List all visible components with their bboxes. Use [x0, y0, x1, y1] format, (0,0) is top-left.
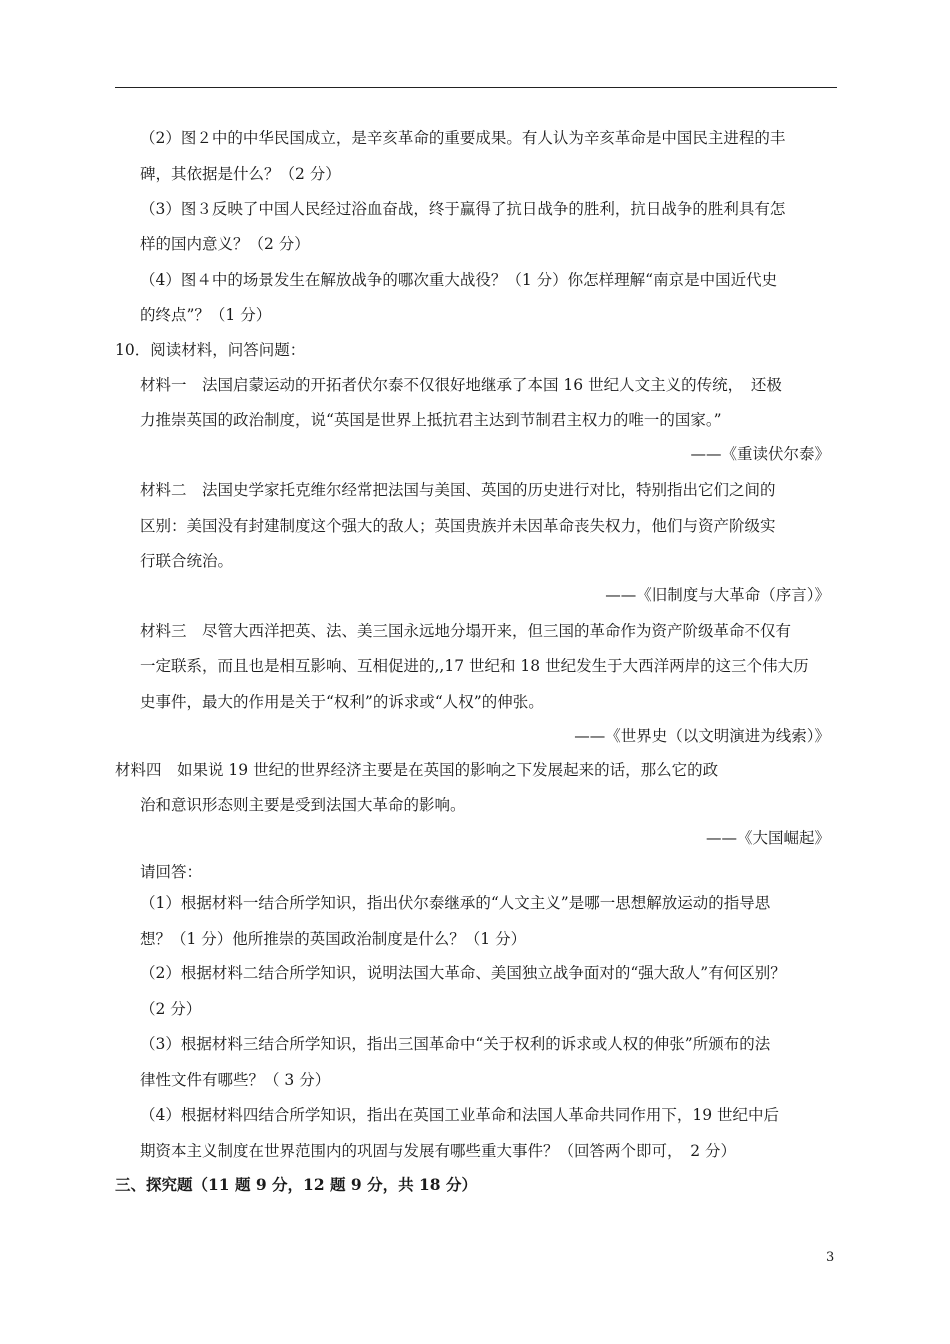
answer-3-line-1: （3）根据材料三结合所学知识，指出三国革命中“关于权利的诉求或人权的伸张”所颁布的法: [140, 1035, 771, 1053]
q2-line-1: （2）图２中的中华民国成立，是辛亥革命的重要成果。有人认为辛亥革命是中国民主进程的丰: [140, 129, 786, 147]
answer-2-line-2: （2 分）: [140, 1000, 202, 1018]
q4-line-2: 的终点”？（1 分）: [140, 306, 272, 324]
material-2-line-3: 行联合统治。: [140, 552, 234, 570]
material-3-line-2: 一定联系，而且也是相互影响、互相促进的,,17 世纪和 18 世纪发生于大西洋两岸的这三个伟大历: [140, 657, 809, 675]
material-1-line-1: 材料一 法国启蒙运动的开拓者伏尔泰不仅很好地继承了本国 16 世纪人文主义的传统， 还极: [140, 376, 782, 394]
answer-1-line-2: 想？（1 分）他所推崇的英国政治制度是什么？（1 分）: [140, 930, 527, 948]
material-2-line-1: 材料二 法国史学家托克维尔经常把法国与美国、英国的历史进行对比，特别指出它们之间的: [140, 481, 776, 499]
answer-1-line-1: （1）根据材料一结合所学知识，指出伏尔泰继承的“人文主义”是哪一思想解放运动的指导思: [140, 894, 771, 912]
material-3-line-3: 史事件，最大的作用是关于“权利”的诉求或“人权”的伸张。: [140, 693, 544, 711]
answer-3-line-2: 律性文件有哪些？（ 3 分）: [140, 1071, 331, 1089]
answer-prompt: 请回答：: [140, 863, 203, 881]
section-3-heading: 三、探究题（11 题 9 分，12 题 9 分，共 18 分）: [115, 1175, 477, 1194]
answer-2-line-1: （2）根据材料二结合所学知识，说明法国大革命、美国独立战争面对的“强大敌人”有何区别？: [140, 964, 786, 982]
material-3-line-1: 材料三 尽管大西洋把英、法、美三国永远地分塌开来，但三国的革命作为资产阶级革命不仅有: [140, 622, 792, 640]
q4-line-1: （4）图４中的场景发生在解放战争的哪次重大战役？（1 分）你怎样理解“南京是中国近代史: [140, 271, 778, 289]
q3-line-1: （3）图３反映了中国人民经过浴血奋战，终于赢得了抗日战争的胜利，抗日战争的胜利具有怎: [140, 200, 786, 218]
page-number: 3: [826, 1250, 835, 1265]
q3-line-2: 样的国内意义？（2 分）: [140, 235, 310, 253]
material-4-line-2: 治和意识形态则主要是受到法国大革命的影响。: [140, 796, 466, 814]
material-1-source: ——《重读伏尔泰》: [690, 445, 830, 463]
answer-4-line-2: 期资本主义制度在世界范围内的巩固与发展有哪些重大事件？（回答两个即可， 2 分）: [140, 1142, 737, 1160]
material-4-source: ——《大国崛起》: [705, 829, 830, 847]
answer-4-line-1: （4）根据材料四结合所学知识，指出在英国工业革命和法国人革命共同作用下，19 世纪中后: [140, 1106, 780, 1124]
material-1-line-2: 力推崇英国的政治制度，说“英国是世界上抵抗君主达到节制君主权力的唯一的国家。”: [140, 411, 722, 429]
header-rule: [115, 87, 837, 88]
q2-line-2: 碑，其依据是什么？（2 分）: [140, 165, 341, 183]
material-3-source: ——《世界史（以文明演进为线索）》: [574, 727, 830, 745]
material-4-line-1: 材料四 如果说 19 世纪的世界经济主要是在英国的影响之下发展起来的话，那么它的政: [115, 761, 719, 779]
material-2-source: ——《旧制度与大革命（序言）》: [605, 586, 830, 604]
material-2-line-2: 区别：美国没有封建制度这个强大的敌人；英国贵族并未因革命丧失权力，他们与资产阶级实: [140, 517, 776, 535]
question-10-heading: 10．阅读材料，问答问题：: [115, 341, 306, 359]
